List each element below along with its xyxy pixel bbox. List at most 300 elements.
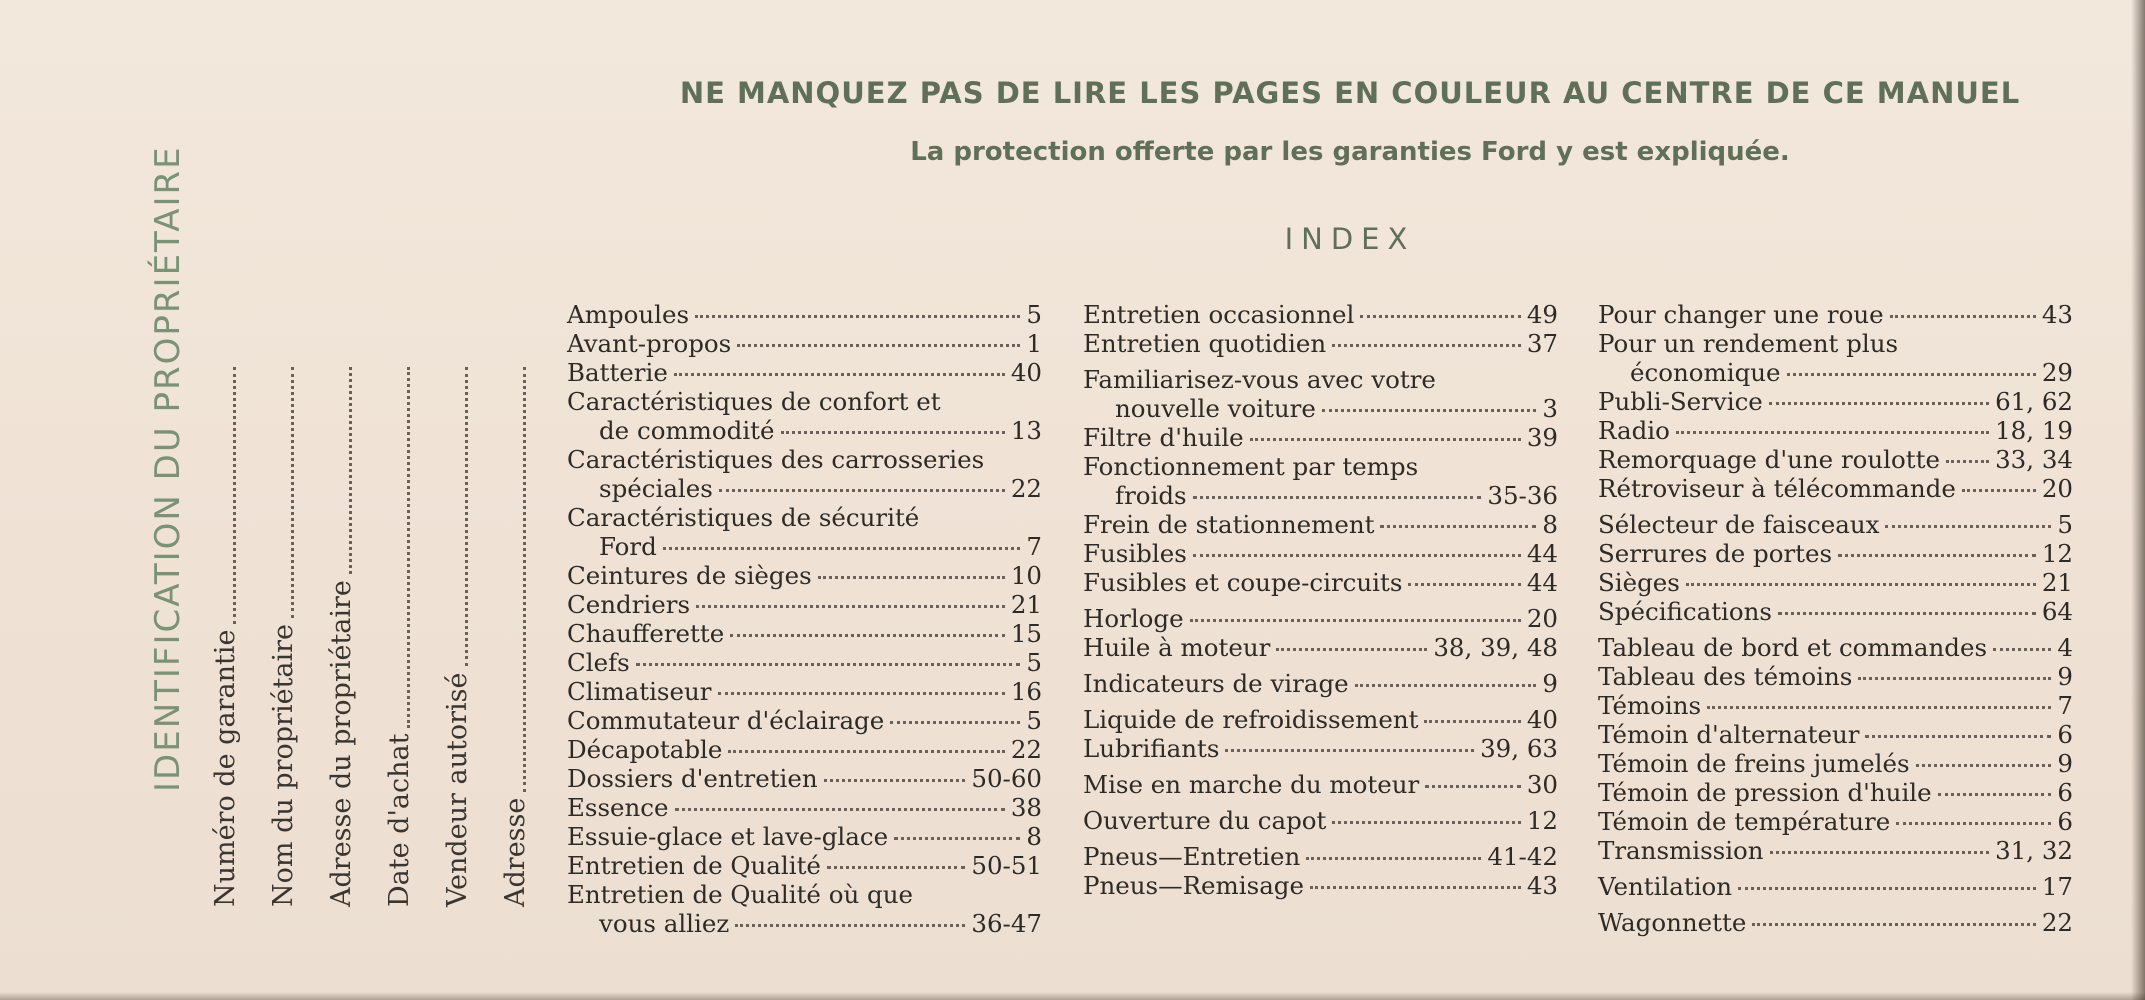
index-entry-title: Huile à moteur bbox=[1083, 633, 1271, 662]
index-entry bbox=[1598, 510, 2073, 539]
index-entry-line bbox=[1598, 358, 2073, 387]
index-entry-page: 5 bbox=[2057, 510, 2073, 539]
index-entry bbox=[1083, 669, 1558, 698]
index-entry-title: Tableau de bord et commandes bbox=[1598, 633, 1988, 662]
index-entry bbox=[1083, 604, 1558, 633]
index-entry bbox=[1598, 720, 2073, 749]
index-entry-continuation: nouvelle voiture bbox=[1115, 394, 1316, 423]
index-entry-title: Dossiers d'entretien bbox=[567, 764, 818, 793]
index-entry bbox=[567, 619, 1042, 648]
dot-leader bbox=[1306, 857, 1481, 860]
index-entry-page: 7 bbox=[2057, 691, 2073, 720]
index-entry bbox=[567, 851, 1042, 880]
index-entry-title: Témoin d'alternateur bbox=[1598, 720, 1860, 749]
index-column-1 bbox=[567, 300, 1042, 938]
index-entry-line bbox=[567, 590, 1042, 619]
dot-leader bbox=[1225, 749, 1474, 752]
index-entry bbox=[567, 822, 1042, 851]
index-entry bbox=[1083, 300, 1558, 329]
index-title: INDEX bbox=[1284, 222, 1416, 256]
owner-field-label: Date d'achat bbox=[384, 733, 415, 907]
index-entry-first-line bbox=[567, 503, 1042, 532]
index-entry bbox=[567, 387, 1042, 445]
index-entry-title: Wagonnette bbox=[1598, 908, 1747, 937]
index-entry-continuation: spéciales bbox=[599, 474, 713, 503]
dot-leader bbox=[735, 924, 965, 927]
dot-leader bbox=[663, 547, 1021, 550]
index-entry-page: 21 bbox=[1010, 590, 1042, 619]
index-entry-page: 22 bbox=[1010, 735, 1042, 764]
index-entry-title: Radio bbox=[1598, 416, 1670, 445]
index-entry-page: 40 bbox=[1010, 358, 1042, 387]
index-entry bbox=[1083, 842, 1558, 871]
index-entry-line bbox=[567, 619, 1042, 648]
header-notice: NE MANQUEZ PAS DE LIRE LES PAGES EN COULEUR AU CENTRE DE CE MANUEL bbox=[679, 76, 2021, 110]
fill-in-line bbox=[287, 367, 294, 618]
index-entry-first-line bbox=[567, 387, 1042, 416]
index-entry-line bbox=[1598, 445, 2073, 474]
index-entry-title: Fusibles et coupe-circuits bbox=[1083, 568, 1403, 597]
owner-identification-title: IDENTIFICATION DU PROPRIÉTAIRE bbox=[148, 145, 188, 792]
index-entry-title: Fusibles bbox=[1083, 539, 1187, 568]
index-entry-line bbox=[1083, 329, 1558, 358]
index-entry bbox=[1598, 597, 2073, 626]
index-entry-title: Entretien quotidien bbox=[1083, 329, 1327, 358]
index-entry-title: Ampoules bbox=[567, 300, 690, 329]
index-entry-line bbox=[1083, 568, 1558, 597]
index-entry-line bbox=[1083, 734, 1558, 763]
dot-leader bbox=[1193, 496, 1482, 499]
index-entry-continuation: économique bbox=[1630, 358, 1781, 387]
index-entry-line bbox=[567, 793, 1042, 822]
index-entry-title: Ceintures de sièges bbox=[567, 561, 812, 590]
index-entry-page: 6 bbox=[2057, 720, 2073, 749]
index-entry-line bbox=[1083, 394, 1558, 423]
index-entry-continuation: de commodité bbox=[599, 416, 775, 445]
index-entry bbox=[1598, 691, 2073, 720]
index-entry-line bbox=[1598, 416, 2073, 445]
index-entry-page: 9 bbox=[1542, 669, 1558, 698]
dot-leader bbox=[719, 489, 1005, 492]
index-entry-line bbox=[1598, 749, 2073, 778]
index-entry bbox=[1598, 778, 2073, 807]
dot-leader bbox=[1408, 583, 1520, 586]
index-entry-line bbox=[567, 300, 1042, 329]
index-entry-title: Indicateurs de virage bbox=[1083, 669, 1349, 698]
dot-leader bbox=[1770, 851, 1989, 854]
index-entry bbox=[1083, 329, 1558, 358]
index-entry-page: 6 bbox=[2057, 778, 2073, 807]
index-entry bbox=[1598, 539, 2073, 568]
index-entry-page: 12 bbox=[2041, 539, 2073, 568]
index-entry bbox=[1083, 568, 1558, 597]
dot-leader bbox=[1885, 525, 2051, 528]
owner-field-label: Numéro de garantie bbox=[210, 629, 241, 907]
dot-leader bbox=[1778, 612, 2036, 615]
index-entry-continuation: froids bbox=[1115, 481, 1187, 510]
index-entry-line bbox=[1598, 836, 2073, 865]
dot-leader bbox=[675, 808, 1005, 811]
index-entry-page: 36-47 bbox=[971, 909, 1042, 938]
index-entry-page: 13 bbox=[1010, 416, 1042, 445]
index-entry bbox=[1083, 365, 1558, 423]
dot-leader bbox=[1193, 554, 1521, 557]
index-entry-line bbox=[1083, 300, 1558, 329]
dot-leader bbox=[1332, 344, 1521, 347]
index-entry-page: 39 bbox=[1526, 423, 1558, 452]
owner-field-label: Adresse bbox=[500, 797, 531, 907]
index-entry-page: 44 bbox=[1526, 568, 1558, 597]
index-entry bbox=[1598, 807, 2073, 836]
index-entry-continuation: vous alliez bbox=[599, 909, 730, 938]
index-entry-title: Climatiseur bbox=[567, 677, 712, 706]
index-entry-page: 50-60 bbox=[971, 764, 1042, 793]
index-entry-title: Pneus—Remisage bbox=[1083, 871, 1304, 900]
dot-leader bbox=[1896, 822, 2051, 825]
index-entry-page: 41-42 bbox=[1487, 842, 1558, 871]
index-entry-title: Spécifications bbox=[1598, 597, 1772, 626]
index-entry-title: Rétroviseur à télécommande bbox=[1598, 474, 1956, 503]
index-entry-line bbox=[1083, 669, 1558, 698]
index-entry-line bbox=[567, 764, 1042, 793]
dot-leader bbox=[1858, 677, 2051, 680]
index-entry-line bbox=[1598, 633, 2073, 662]
index-entry-title: Familiarisez-vous avec votre bbox=[1083, 365, 1436, 394]
index-entry-line bbox=[567, 735, 1042, 764]
index-entry bbox=[1598, 908, 2073, 937]
index-entry-page: 15 bbox=[1010, 619, 1042, 648]
dot-leader bbox=[1993, 648, 2051, 651]
index-entry-page: 16 bbox=[1010, 677, 1042, 706]
index-entry-page: 33, 34 bbox=[1995, 445, 2073, 474]
dot-leader bbox=[1769, 402, 1989, 405]
index-entry bbox=[567, 793, 1042, 822]
index-entry-page: 44 bbox=[1526, 539, 1558, 568]
index-entry bbox=[1598, 329, 2073, 387]
index-entry-line bbox=[567, 909, 1042, 938]
index-entry-page: 49 bbox=[1526, 300, 1558, 329]
dot-leader bbox=[890, 721, 1020, 724]
index-entry bbox=[567, 329, 1042, 358]
fill-in-line bbox=[519, 367, 526, 792]
index-entry-line bbox=[567, 561, 1042, 590]
dot-leader bbox=[1916, 764, 2052, 767]
dot-leader bbox=[818, 576, 1005, 579]
index-entry-line bbox=[1083, 481, 1558, 510]
owner-field-dealer-address bbox=[500, 367, 531, 907]
index-entry-page: 21 bbox=[2041, 568, 2073, 597]
index-entry-title: Cendriers bbox=[567, 590, 691, 619]
index-entry-page: 9 bbox=[2057, 662, 2073, 691]
owner-field-label: Nom du propriétaire bbox=[268, 623, 299, 907]
index-entry-line bbox=[1083, 871, 1558, 900]
index-entry-line bbox=[567, 706, 1042, 735]
index-entry-title: Essuie-glace et lave-glace bbox=[567, 822, 889, 851]
index-entry-page: 40 bbox=[1526, 705, 1558, 734]
index-entry bbox=[1598, 662, 2073, 691]
index-entry-page: 22 bbox=[2041, 908, 2073, 937]
index-entry bbox=[1083, 705, 1558, 734]
index-entry-title: Remorquage d'une roulotte bbox=[1598, 445, 1940, 474]
index-entry-line bbox=[1083, 770, 1558, 799]
index-entry-line bbox=[567, 851, 1042, 880]
index-entry-page: 12 bbox=[1526, 806, 1558, 835]
index-entry-line bbox=[567, 532, 1042, 561]
index-entry-line bbox=[1083, 423, 1558, 452]
index-entry bbox=[1598, 872, 2073, 901]
index-entry-title: Horloge bbox=[1083, 604, 1184, 633]
index-entry-title: Lubrifiants bbox=[1083, 734, 1220, 763]
dot-leader bbox=[827, 866, 965, 869]
index-entry-title: Sélecteur de faisceaux bbox=[1598, 510, 1880, 539]
page-bottom-shadow bbox=[0, 992, 2145, 1000]
index-entry bbox=[1083, 452, 1558, 510]
index-entry-title: Tableau des témoins bbox=[1598, 662, 1853, 691]
index-entry-line bbox=[1083, 842, 1558, 871]
dot-leader bbox=[1738, 887, 2036, 890]
index-entry-page: 61, 62 bbox=[1995, 387, 2073, 416]
fill-in-line bbox=[461, 367, 468, 667]
index-entry bbox=[567, 358, 1042, 387]
index-entry-title: Caractéristiques de confort et bbox=[567, 387, 941, 416]
index-entry-page: 31, 32 bbox=[1995, 836, 2073, 865]
index-entry-line bbox=[1083, 705, 1558, 734]
index-entry bbox=[1083, 806, 1558, 835]
index-entry bbox=[567, 677, 1042, 706]
index-entry bbox=[567, 648, 1042, 677]
dot-leader bbox=[1360, 315, 1520, 318]
dot-leader bbox=[1190, 619, 1521, 622]
index-entry-first-line bbox=[567, 880, 1042, 909]
owner-field-purchase-date bbox=[384, 367, 415, 907]
index-entry-line bbox=[1598, 474, 2073, 503]
index-entry-line bbox=[567, 416, 1042, 445]
index-entry bbox=[567, 561, 1042, 590]
index-entry bbox=[1598, 633, 2073, 662]
index-entry-line bbox=[1598, 908, 2073, 937]
index-entry-line bbox=[567, 648, 1042, 677]
index-column-3 bbox=[1598, 300, 2073, 937]
index-entry-first-line bbox=[1083, 365, 1558, 394]
index-entry-line bbox=[1598, 691, 2073, 720]
dot-leader bbox=[1686, 583, 2036, 586]
index-entry-page: 38, 39, 48 bbox=[1433, 633, 1558, 662]
index-entry-first-line bbox=[567, 445, 1042, 474]
dot-leader bbox=[636, 663, 1021, 666]
index-entry-page: 38 bbox=[1010, 793, 1042, 822]
dot-leader bbox=[728, 750, 1004, 753]
index-entry-page: 8 bbox=[1026, 822, 1042, 851]
index-entry bbox=[1083, 633, 1558, 662]
dot-leader bbox=[1890, 315, 2036, 318]
index-entry bbox=[567, 706, 1042, 735]
index-entry bbox=[1598, 836, 2073, 865]
index-entry-line bbox=[1598, 510, 2073, 539]
index-entry bbox=[567, 590, 1042, 619]
index-entry-title: Pour changer une roue bbox=[1598, 300, 1884, 329]
dot-leader bbox=[1355, 684, 1537, 687]
index-entry-line bbox=[1598, 778, 2073, 807]
index-entry bbox=[1083, 510, 1558, 539]
index-entry-line bbox=[1083, 806, 1558, 835]
index-entry bbox=[567, 880, 1042, 938]
dot-leader bbox=[1424, 720, 1520, 723]
index-entry-title: Mise en marche du moteur bbox=[1083, 770, 1420, 799]
index-entry-title: Ouverture du capot bbox=[1083, 806, 1327, 835]
index-entry-title: Caractéristiques des carrosseries bbox=[567, 445, 985, 474]
index-entry bbox=[1083, 539, 1558, 568]
index-entry-page: 43 bbox=[2041, 300, 2073, 329]
index-entry bbox=[1083, 770, 1558, 799]
dot-leader bbox=[1310, 886, 1521, 889]
index-entry-title: Transmission bbox=[1598, 836, 1764, 865]
index-entry-page: 8 bbox=[1542, 510, 1558, 539]
index-entry-page: 64 bbox=[2041, 597, 2073, 626]
index-entry-title: Publi-Service bbox=[1598, 387, 1763, 416]
index-entry-line bbox=[1598, 807, 2073, 836]
index-entry-line bbox=[1598, 387, 2073, 416]
index-entry-line bbox=[1598, 662, 2073, 691]
index-entry bbox=[1598, 387, 2073, 416]
index-entry-page: 3 bbox=[1542, 394, 1558, 423]
dot-leader bbox=[1946, 460, 1989, 463]
dot-leader bbox=[1425, 785, 1521, 788]
index-entry-page: 17 bbox=[2041, 872, 2073, 901]
owner-field-label: Adresse du propriétaire bbox=[326, 580, 357, 907]
index-entry-page: 5 bbox=[1026, 300, 1042, 329]
dot-leader bbox=[894, 837, 1020, 840]
index-entry-title: Chaufferette bbox=[567, 619, 725, 648]
index-entry-line bbox=[567, 358, 1042, 387]
index-entry bbox=[1598, 445, 2073, 474]
dot-leader bbox=[1787, 373, 2036, 376]
dot-leader bbox=[730, 634, 1005, 637]
dot-leader bbox=[1676, 431, 1989, 434]
index-entry bbox=[567, 445, 1042, 503]
index-entry-title: Commutateur d'éclairage bbox=[567, 706, 885, 735]
index-entry bbox=[1598, 300, 2073, 329]
owner-field-owner-name bbox=[268, 367, 299, 907]
index-entry-title: Caractéristiques de sécurité bbox=[567, 503, 920, 532]
index-entry bbox=[567, 735, 1042, 764]
index-entry-title: Témoin de freins jumelés bbox=[1598, 749, 1910, 778]
index-entry-line bbox=[1083, 633, 1558, 662]
fill-in-line bbox=[229, 367, 236, 624]
dot-leader bbox=[1380, 525, 1536, 528]
dot-leader bbox=[1938, 793, 2052, 796]
index-entry-page: 5 bbox=[1026, 706, 1042, 735]
index-entry-title: Filtre d'huile bbox=[1083, 423, 1244, 452]
index-entry-line bbox=[567, 474, 1042, 503]
index-entry-page: 22 bbox=[1010, 474, 1042, 503]
index-entry-page: 5 bbox=[1026, 648, 1042, 677]
fill-in-line bbox=[345, 367, 352, 574]
index-entry-title: Témoin de température bbox=[1598, 807, 1891, 836]
index-entry bbox=[1598, 474, 2073, 503]
fill-in-line bbox=[403, 367, 410, 728]
index-entry-line bbox=[1083, 604, 1558, 633]
header-subtitle: La protection offerte par les garanties Ford y est expliquée. bbox=[910, 137, 1790, 167]
index-entry-line bbox=[1598, 300, 2073, 329]
index-entry-line bbox=[1598, 597, 2073, 626]
index-entry bbox=[1083, 734, 1558, 763]
index-entry-continuation: Ford bbox=[599, 532, 657, 561]
index-entry bbox=[567, 300, 1042, 329]
index-entry-page: 10 bbox=[1010, 561, 1042, 590]
dot-leader bbox=[1276, 648, 1427, 651]
index-entry bbox=[1083, 423, 1558, 452]
index-entry-title: Essence bbox=[567, 793, 669, 822]
index-entry-page: 30 bbox=[1526, 770, 1558, 799]
owner-field-owner-address bbox=[326, 367, 357, 907]
index-entry-line bbox=[1598, 720, 2073, 749]
index-entry bbox=[567, 503, 1042, 561]
index-entry-line bbox=[1598, 539, 2073, 568]
index-entry-line bbox=[1598, 568, 2073, 597]
index-entry-title: Frein de stationnement bbox=[1083, 510, 1375, 539]
index-entry-page: 20 bbox=[2041, 474, 2073, 503]
index-entry-title: Entretien occasionnel bbox=[1083, 300, 1355, 329]
index-entry-page: 50-51 bbox=[971, 851, 1042, 880]
owner-field-label: Vendeur autorisé bbox=[442, 672, 473, 907]
index-entry-title: Avant-propos bbox=[567, 329, 732, 358]
index-entry bbox=[1598, 749, 2073, 778]
index-entry-page: 9 bbox=[2057, 749, 2073, 778]
index-entry-page: 43 bbox=[1526, 871, 1558, 900]
dot-leader bbox=[781, 431, 1005, 434]
index-entry-first-line bbox=[1083, 452, 1558, 481]
index-entry-title: Entretien de Qualité où que bbox=[567, 880, 913, 909]
index-entry-title: Pneus—Entretien bbox=[1083, 842, 1301, 871]
dot-leader bbox=[674, 373, 1005, 376]
index-entry-title: Témoin de pression d'huile bbox=[1598, 778, 1932, 807]
index-entry-title: Serrures de portes bbox=[1598, 539, 1833, 568]
index-entry-title: Décapotable bbox=[567, 735, 723, 764]
index-entry bbox=[1598, 568, 2073, 597]
index-entry-page: 20 bbox=[1526, 604, 1558, 633]
index-entry bbox=[1598, 416, 2073, 445]
index-entry-page: 18, 19 bbox=[1995, 416, 2073, 445]
index-entry bbox=[1083, 871, 1558, 900]
index-column-2 bbox=[1083, 300, 1558, 900]
index-entry-first-line bbox=[1598, 329, 2073, 358]
index-entry-page: 29 bbox=[2041, 358, 2073, 387]
index-entry-line bbox=[567, 329, 1042, 358]
owner-field-warranty-number bbox=[210, 367, 241, 907]
dot-leader bbox=[737, 344, 1020, 347]
dot-leader bbox=[1838, 554, 2036, 557]
index-entry-title: Pour un rendement plus bbox=[1598, 329, 1899, 358]
index-entry-title: Batterie bbox=[567, 358, 668, 387]
index-entry-title: Fonctionnement par temps bbox=[1083, 452, 1419, 481]
page-edge-shadow bbox=[2131, 0, 2145, 1000]
dot-leader bbox=[1707, 706, 2051, 709]
index-entry-line bbox=[1598, 872, 2073, 901]
index-entry-title: Liquide de refroidissement bbox=[1083, 705, 1419, 734]
dot-leader bbox=[1250, 438, 1521, 441]
index-entry-page: 7 bbox=[1026, 532, 1042, 561]
dot-leader bbox=[1865, 735, 2051, 738]
index-entry-line bbox=[567, 822, 1042, 851]
index-entry-title: Témoins bbox=[1598, 691, 1702, 720]
index-entry-line bbox=[1083, 539, 1558, 568]
index-entry-line bbox=[567, 677, 1042, 706]
owner-field-authorized-dealer bbox=[442, 367, 473, 907]
dot-leader bbox=[1752, 923, 2035, 926]
index-entry-page: 37 bbox=[1526, 329, 1558, 358]
index-entry bbox=[567, 764, 1042, 793]
dot-leader bbox=[1332, 821, 1520, 824]
